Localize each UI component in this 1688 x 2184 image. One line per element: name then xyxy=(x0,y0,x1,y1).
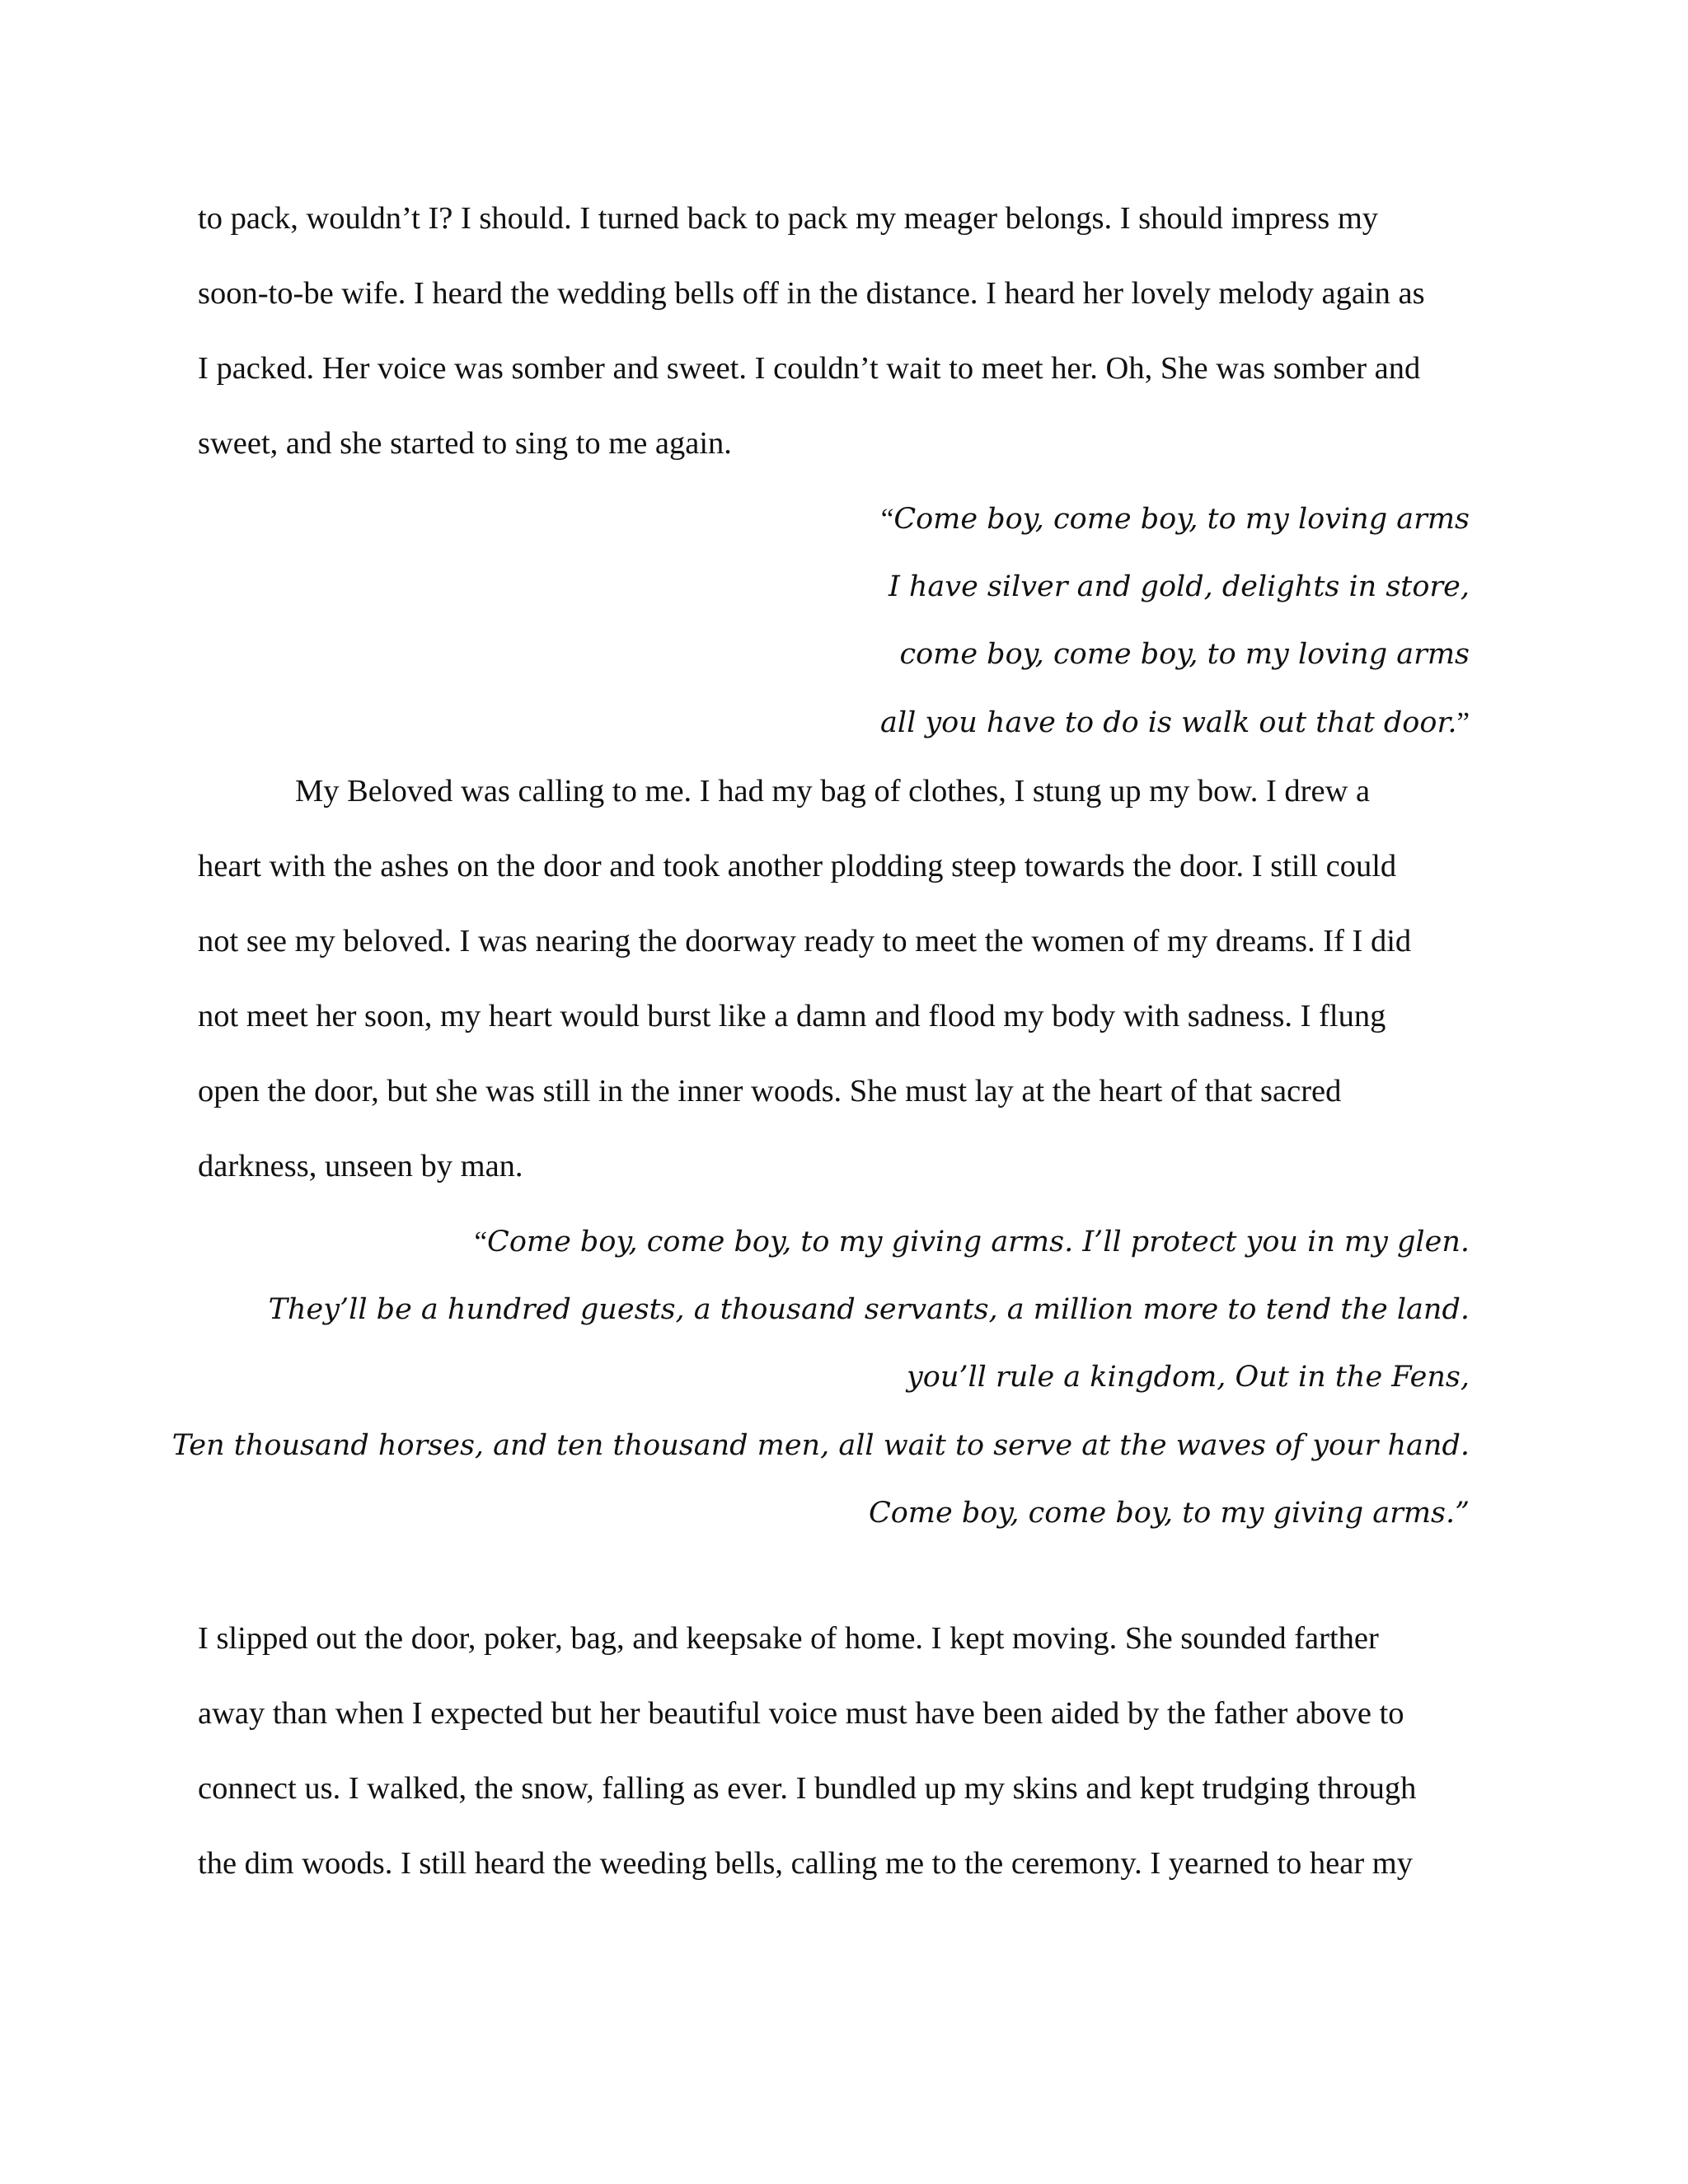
paragraph-line: away than when I expected but her beautiful voice must have been aided by the father above to xyxy=(198,1696,1404,1731)
song-line: Come boy, come boy, to my giving arms.” xyxy=(868,1497,1470,1530)
paragraph-line: I packed. Her voice was somber and sweet. I couldn’t wait to meet her. Oh, She was somber and xyxy=(198,351,1421,386)
song-line: They’ll be a hundred guests, a thousand servants, a million more to tend the land. xyxy=(268,1293,1470,1326)
song-line xyxy=(881,504,1470,534)
paragraph-line: My Beloved was calling to me. I had my bag of clothes, I stung up my bow. I drew a xyxy=(295,774,1371,808)
open-quote: “ xyxy=(880,503,894,535)
paragraph-line: the dim woods. I still heard the weeding bells, calling me to the ceremony. I yearned to hear my xyxy=(198,1846,1413,1881)
song-line: I have silver and gold, delights in store, xyxy=(888,570,1470,603)
song-line xyxy=(880,708,1470,738)
song-line xyxy=(475,1227,1470,1257)
paragraph-line: not meet her soon, my heart would burst like a damn and flood my body with sadness. I flung xyxy=(198,999,1386,1033)
paragraph-line: soon-to-be wife. I heard the wedding bells off in the distance. I heard her lovely melody again as xyxy=(198,276,1425,311)
paragraph-line: open the door, but she was still in the inner woods. She must lay at the heart of that sacred xyxy=(198,1074,1342,1108)
song-text: all you have to do is walk out that door. xyxy=(880,706,1457,739)
paragraph-line: darkness, unseen by man. xyxy=(198,1149,523,1183)
paragraph-line: sweet, and she started to sing to me again. xyxy=(198,426,732,461)
open-quote: “ xyxy=(474,1226,488,1258)
song-line: Ten thousand horses, and ten thousand men, all wait to serve at the waves of your hand. xyxy=(171,1429,1470,1462)
song-text: Come boy, come boy, to my giving arms. I’ll protect you in my glen. xyxy=(487,1226,1470,1258)
paragraph-line: to pack, wouldn’t I? I should. I turned back to pack my meager belongs. I should impress my xyxy=(198,201,1379,236)
song-line: you’ll rule a kingdom, Out in the Fens, xyxy=(906,1361,1470,1394)
paragraph-line: not see my beloved. I was nearing the doorway ready to meet the women of my dreams. If I did xyxy=(198,924,1412,958)
close-quote: ” xyxy=(1456,706,1470,738)
song-line: come boy, come boy, to my loving arms xyxy=(899,638,1470,671)
paragraph-line: heart with the ashes on the door and took another plodding steep towards the door. I still could xyxy=(198,849,1397,883)
paragraph-line: I slipped out the door, poker, bag, and keepsake of home. I kept moving. She sounded farther xyxy=(198,1621,1379,1656)
song-text: Come boy, come boy, to my loving arms xyxy=(893,503,1470,536)
paragraph-line: connect us. I walked, the snow, falling as ever. I bundled up my skins and kept trudging through xyxy=(198,1771,1417,1806)
